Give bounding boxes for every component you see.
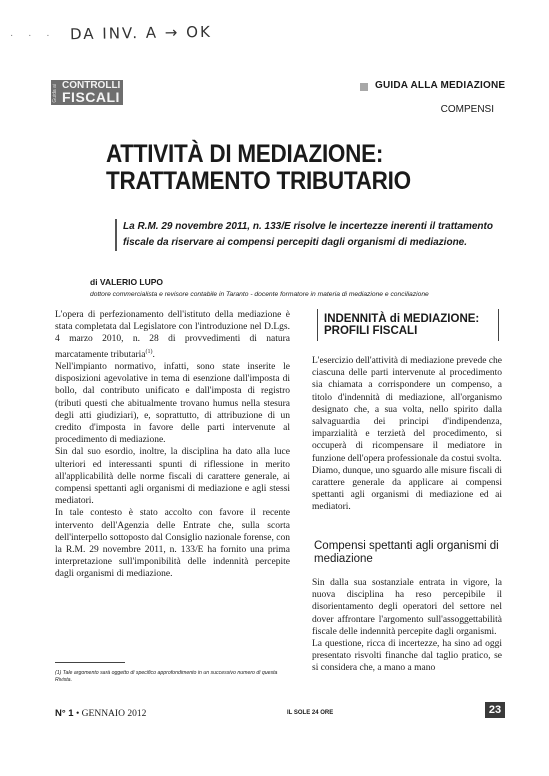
paragraph: L'opera di perfezionamento dell'istituto della mediazione è stata completata dal Legislatore con l'introduzione nel D.Lgs. 4 marzo 2010, n. 28 di provvedimenti di natura marcatamente tributaria$^{(1)}$. xyxy=(55,310,290,360)
issue-number: N° 1 xyxy=(55,708,74,719)
box-heading-line-1: INDENNITÀ di MEDIAZIONE: xyxy=(324,313,480,325)
author-affiliation: dottore commercialista e revisore contabile in Taranto - docente formatore in materia di mediazione e conciliazione xyxy=(90,291,429,298)
logo-line-2: FISCALI xyxy=(62,89,120,105)
margin-marks: · · · xyxy=(10,30,56,41)
magazine-logo xyxy=(51,80,123,105)
footnote-reference: (1) xyxy=(145,348,153,355)
handwritten-note: DA INV. A → OK xyxy=(69,22,212,44)
page-number: 23 xyxy=(485,702,505,718)
title-line-2: TRATTAMENTO TRIBUTARIO xyxy=(106,167,411,195)
paragraph: Diamo, dunque, uno sguardo alle misure fiscali di carattere generale da applicare ai compensi spettanti agli organismi di mediazione ed ai mediatori. xyxy=(312,465,502,513)
paragraph: Nell'impianto normativo, infatti, sono state inserite le disposizioni agevolative in tema di esenzione dall'imposta di bollo, dal contributo unificato e dall'imposta di registro (tributi questi che abitualmente trovano humus nella stesura degli atti giudiziari), e, soprattutto, di attribuzione di un credito d'imposta in favore delle parti intervenute al procedimento di mediazione. xyxy=(55,361,290,446)
right-column xyxy=(312,355,502,514)
left-column xyxy=(55,309,290,581)
box-heading-line-2: PROFILI FISCALI xyxy=(324,325,418,337)
footnote xyxy=(55,670,283,684)
footnote-divider xyxy=(55,662,125,663)
subsection-label: COMPENSI xyxy=(440,104,494,115)
right-column-continued xyxy=(312,577,502,675)
paragraph: La questione, ricca di incertezze, ha sino ad oggi presentato risvolti finanche dal taglio pratico, se si considera che, a mano a mano xyxy=(312,639,502,674)
article-title xyxy=(106,141,411,195)
paragraph: In tale contesto è stato accolto con favore il recente intervento dell'Agenzia delle Entrate che, sulla scorta dell'interpello sottoposto dal Consiglio nazionale forense, con la R.M. 29 novembre 2011, n. 133/E ha fornito una prima interpretazione sull'imponibilità delle indennità percepite dagli organismi di mediazione. xyxy=(55,508,290,580)
footnote-marker: (1) xyxy=(55,670,62,676)
section-square-marker xyxy=(360,83,368,91)
paragraph: Sin dal suo esordio, inoltre, la disciplina ha dato alla luce ulteriori ed interessanti spunti di riflessione in merito all'applicabilità delle norme fiscali di carattere generale, ai compensi spettanti agli organismi di mediazione e agli stessi mediatori. xyxy=(55,447,290,507)
author-byline: di VALERIO LUPO xyxy=(90,277,164,287)
section-label: GUIDA ALLA MEDIAZIONE xyxy=(375,80,506,91)
footnote-text: Tale argomento sarà oggetto di specifico approfondimento in un successivo numero di questa Rivista. xyxy=(55,670,278,683)
subheading: Compensi spettanti agli organismi di mediazione xyxy=(314,540,499,565)
paragraph: L'esercizio dell'attività di mediazione prevede che ciascuna delle parti intervenute al procedimento sia chiamata a corrispondere un compenso, a titolo d'indennità di mediazione, all'organismo designato che, a sua volta, nello spirito dalla salvaguardia dei principi d'indipendenza, imparzialità e terzietà del procedimento, si occuperà di ricompensare il mediatore in funzione dell'opera professionale da costui svolta. xyxy=(312,356,502,464)
article-abstract: La R.M. 29 novembre 2011, n. 133/E risolve le incertezze inerenti il trattamento fiscale da riservare ai compensi percepiti dagli organismi di mediazione. xyxy=(115,219,503,251)
logo-line-1: CONTROLLI xyxy=(62,80,121,91)
logo-side-text: Guida ai xyxy=(52,84,58,103)
issue-date: • GENNAIO 2012 xyxy=(75,709,147,719)
title-line-1: ATTIVITÀ DI MEDIAZIONE: xyxy=(106,140,384,168)
publisher-name: IL SOLE 24 ORE xyxy=(287,710,334,716)
box-heading xyxy=(317,309,499,341)
paragraph: Sin dalla sua sostanziale entrata in vigore, la nuova disciplina ha reso percepibile il disorientamento degli operatori del settore nel dover affrontare l'argomento sull'assoggettabilità fiscale delle indennità percepite dagli organismi. xyxy=(312,578,502,637)
issue-folio xyxy=(55,708,146,719)
